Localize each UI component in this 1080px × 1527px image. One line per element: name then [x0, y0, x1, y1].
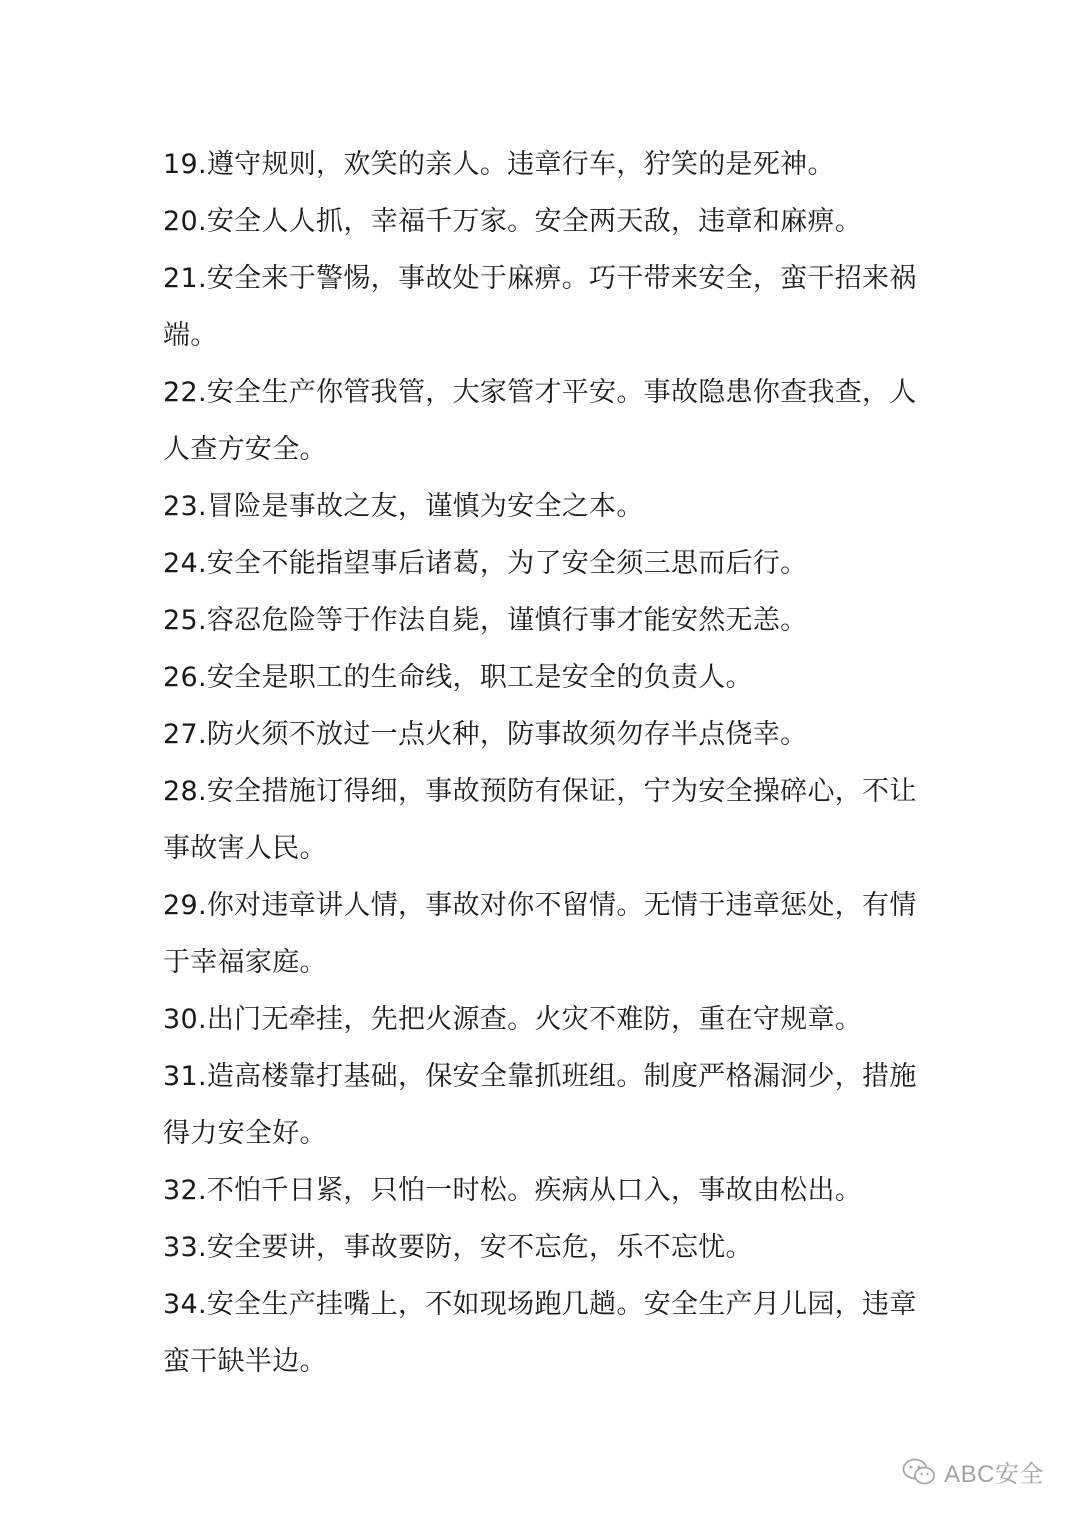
- slogan-item: [163, 1276, 923, 1390]
- slogan-line: 21.安全来于警惕，事故处于麻痹。巧干带来安全，蛮干招来祸: [163, 263, 917, 294]
- slogan-line: 28.安全措施订得细，事故预防有保证，宁为安全操碎心，不让: [163, 776, 917, 807]
- slogan-item: [163, 1048, 923, 1162]
- slogan-item: [163, 193, 923, 250]
- slogan-line: 23.冒险是事故之友，谨慎为安全之本。: [163, 491, 644, 522]
- slogan-item: [163, 250, 923, 364]
- slogan-line: 端。: [163, 320, 218, 351]
- slogan-line: 蛮干缺半边。: [163, 1346, 327, 1377]
- slogan-item: [163, 649, 923, 706]
- watermark-text: ABC安全: [944, 1461, 1044, 1488]
- slogan-item: [163, 364, 923, 478]
- slogan-item: [163, 535, 923, 592]
- wechat-icon: [902, 1458, 936, 1486]
- slogan-item: [163, 991, 923, 1048]
- slogan-item: [163, 1219, 923, 1276]
- slogan-line: 于幸福家庭。: [163, 947, 327, 978]
- slogan-line: 30.出门无牵挂，先把火源查。火灾不难防，重在守规章。: [163, 1004, 863, 1035]
- slogan-line: 27.防火须不放过一点火种，防事故须勿存半点侥幸。: [163, 719, 808, 750]
- slogan-line: 20.安全人人抓，幸福千万家。安全两天敌，违章和麻痹。: [163, 206, 863, 237]
- slogan-item: [163, 478, 923, 535]
- slogan-item: [163, 877, 923, 991]
- slogan-item: [163, 592, 923, 649]
- watermark: [902, 1454, 1044, 1489]
- slogan-line: 事故害人民。: [163, 833, 327, 864]
- slogan-item: [163, 1162, 923, 1219]
- slogan-item: [163, 136, 923, 193]
- slogan-line: 31.造高楼靠打基础，保安全靠抓班组。制度严格漏洞少，措施: [163, 1061, 917, 1092]
- slogan-item: [163, 763, 923, 877]
- slogan-item: [163, 706, 923, 763]
- slogan-line: 25.容忍危险等于作法自毙，谨慎行事才能安然无恙。: [163, 605, 808, 636]
- slogan-line: 33.安全要讲，事故要防，安不忘危，乐不忘忧。: [163, 1232, 753, 1263]
- slogan-line: 29.你对违章讲人情，事故对你不留情。无情于违章惩处，有情: [163, 890, 917, 921]
- slogan-line: 32.不怕千日紧，只怕一时松。疾病从口入，事故由松出。: [163, 1175, 863, 1206]
- slogan-line: 34.安全生产挂嘴上，不如现场跑几趟。安全生产月儿园，违章: [163, 1289, 917, 1320]
- slogan-line: 22.安全生产你管我管，大家管才平安。事故隐患你查我查，人: [163, 377, 917, 408]
- slogan-line: 24.安全不能指望事后诸葛，为了安全须三思而后行。: [163, 548, 808, 579]
- slogan-line: 得力安全好。: [163, 1118, 327, 1149]
- slogan-line: 19.遵守规则，欢笑的亲人。违章行车，狞笑的是死神。: [163, 149, 835, 180]
- slogan-line: 人查方安全。: [163, 434, 327, 465]
- slogan-line: 26.安全是职工的生命线，职工是安全的负责人。: [163, 662, 753, 693]
- slogan-list: [163, 136, 923, 1390]
